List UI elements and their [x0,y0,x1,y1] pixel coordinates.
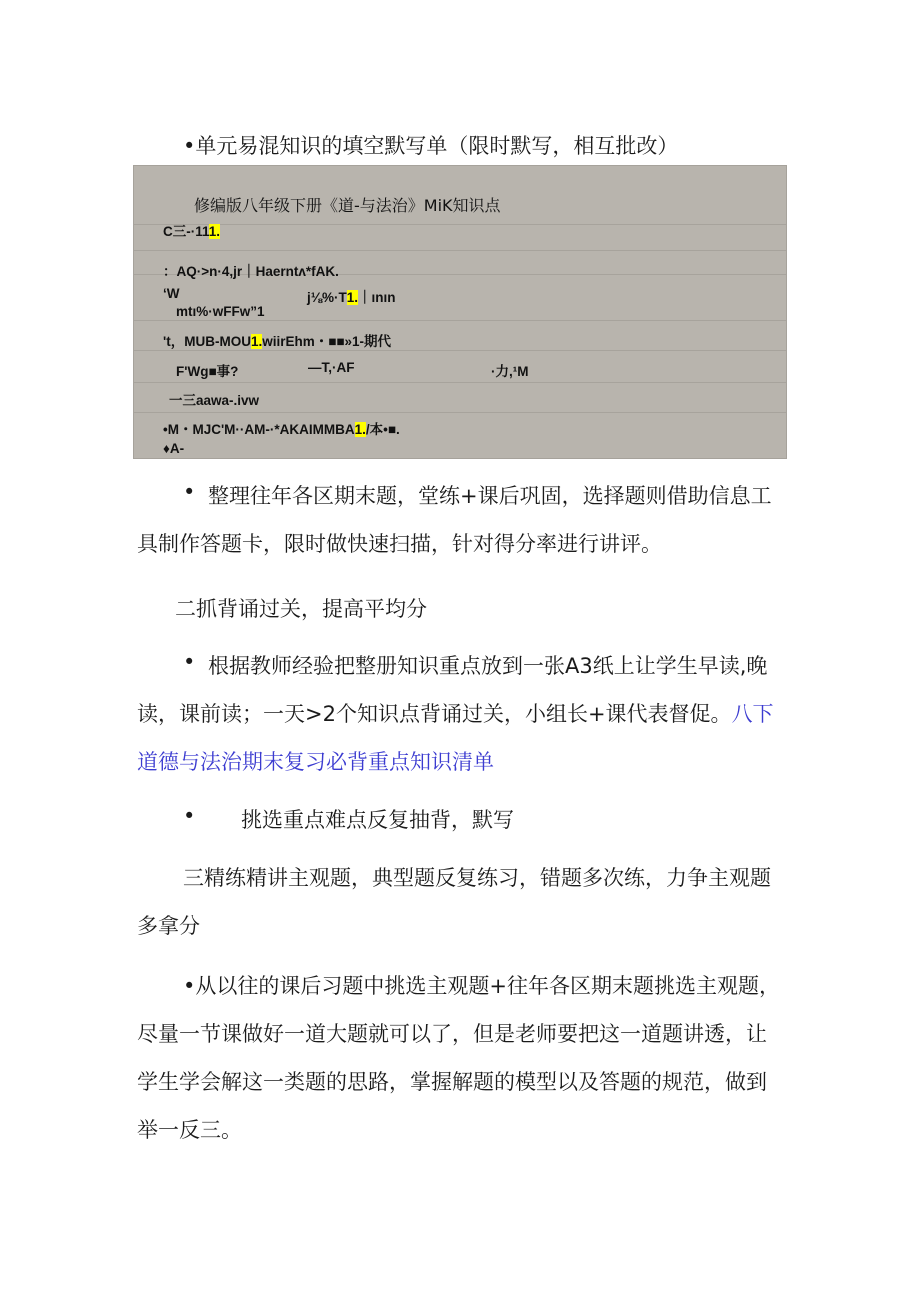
bullet: • [183,804,196,828]
scan-row-8: •M・MJC'M··AM-·*AKAIMMBA1./本•■. [163,422,400,437]
scan-row-3b: j⅛%·T1.｜ının [307,290,396,305]
section-heading: •单元易混知识的填空默写单（限时默写，相互批改） [183,134,679,158]
scan-row-7: 一三aawa-.ivw [169,393,260,408]
scanned-image-box [133,165,787,459]
paragraph-1-line-2: 具制作答题卡，限时做快速扫描，针对得分率进行讲评。 [137,532,662,556]
scan-row-5: 't，MUB-MOU1.wiirEhm・■■»1-期代 [163,334,392,349]
study-list-link[interactable]: 八下 [731,702,774,726]
scan-row-6a: F'Wg■事? [176,364,239,379]
section-3-heading-line-2: 多拿分 [137,914,200,938]
paragraph-4-line-4: 举一反三。 [137,1118,242,1142]
paragraph-2-line-1: 根据教师经验把整册知识重点放到一张A3纸上让学生早读,晚 [208,654,768,678]
section-3-heading-line-1: 三精练精讲主观题，典型题反复练习，错题多次练，力争主观题 [183,866,771,890]
scan-row-6c: ·力,¹M [491,364,529,379]
scan-row-2: ：AQ·>n·4,jr｜Haerntʌ*fAK. [163,264,339,279]
scan-row-9: ♦A- [163,441,185,456]
paragraph-4-line-2: 尽量一节课做好一道大题就可以了，但是老师要把这一道题讲透，让 [137,1022,767,1046]
scan-row-4: mtı%·wFFw”1 [176,304,265,319]
scan-row-6b: —T,·AF [308,360,355,375]
paragraph-4-line-1: •从以往的课后习题中挑选主观题+往年各区期末题挑选主观题， [183,974,780,998]
paragraph-2-line-2: 读，课前读；一天>2个知识点背诵过关，小组长+课代表督促。八下 [137,702,774,726]
paragraph-1-line-1: 整理往年各区期末题，堂练+课后巩固，选择题则借助信息工 [208,484,772,508]
bullet: • [183,480,196,504]
study-list-link-continued[interactable]: 道德与法治期末复习必背重点知识清单 [137,750,494,774]
scan-row-1: C三-·111. [163,224,221,239]
paragraph-4-line-3: 学生学会解这一类题的思路，掌握解题的模型以及答题的规范，做到 [137,1070,767,1094]
bullet: • [183,650,196,674]
scan-row-3a: ʻW [163,286,180,301]
paragraph-3: 挑选重点难点反复抽背，默写 [241,808,514,832]
section-2-heading: 二抓背诵过关，提高平均分 [175,597,427,621]
scan-title: 修编版八年级下册《道-与法治》MiK知识点 [194,196,501,215]
